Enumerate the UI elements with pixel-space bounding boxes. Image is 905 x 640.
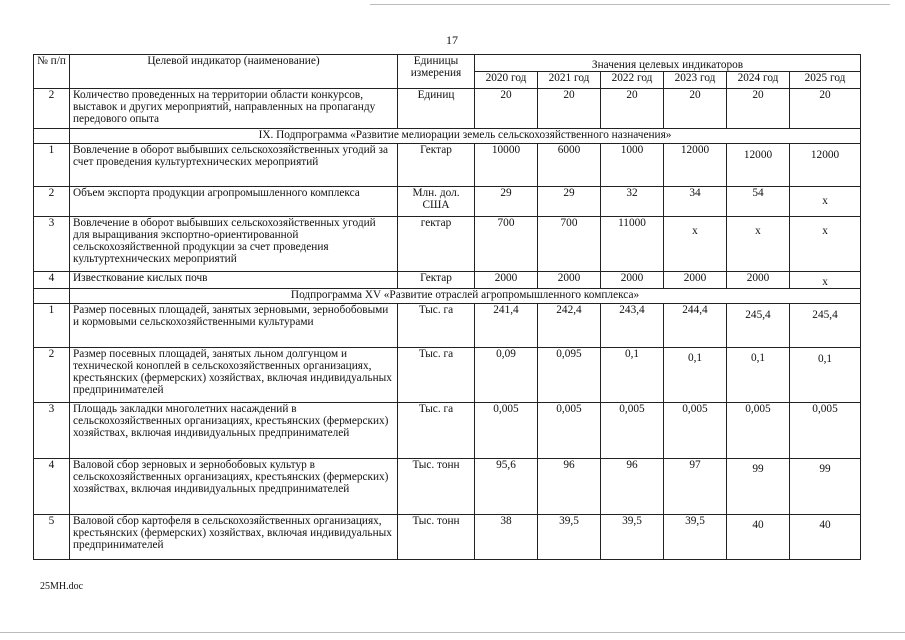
row-value: 2000 [601,272,664,289]
section-title-xv: Подпрограмма XV «Развитие отраслей агропромышленного комплекса» [70,289,861,304]
row-value: 2000 [727,272,790,289]
row-num: 2 [34,89,70,129]
header-values-group: Значения целевых индикаторов [475,55,861,72]
table-row [34,304,861,348]
row-value: 99 [790,459,861,515]
row-value: 2000 [664,272,727,289]
row-value: 700 [538,217,601,272]
row-value: 99 [727,459,790,515]
page-number: 17 [446,33,458,47]
row-value: 243,4 [601,304,664,348]
row-value: 12000 [790,144,861,187]
header-year: 2025 год [790,72,861,89]
row-value: 0,005 [538,403,601,459]
row-indicator: Количество проведенных на территории области конкурсов, выставок и других мероприятий, направленных на пропаганду передового опыта [70,89,398,129]
row-indicator: Валовой сбор картофеля в сельскохозяйственных организациях, крестьянских (фермерских) хозяйствах, включая индивидуальных предпринимателей [70,515,398,560]
row-value: 0,1 [727,348,790,403]
row-value: 0,095 [538,348,601,403]
row-value: 95,6 [475,459,538,515]
row-num: 3 [34,403,70,459]
table-row [34,272,861,289]
row-indicator: Площадь закладки многолетних насаждений в сельскохозяйственных организациях, крестьянских (фермерских) хозяйствах, включая индивидуальных предпринимателей [70,403,398,459]
row-indicator: Известкование кислых почв [70,272,398,289]
row-value: 244,4 [664,304,727,348]
row-num: 2 [34,187,70,217]
row-value: 32 [601,187,664,217]
row-value: 0,1 [664,348,727,403]
table-row [34,515,861,560]
row-value: 20 [538,89,601,129]
row-value: 40 [790,515,861,560]
row-num: 2 [34,348,70,403]
header-year: 2020 год [475,72,538,89]
row-value: 39,5 [601,515,664,560]
scan-artifact-bottom [0,632,905,633]
scan-artifact-top [370,4,890,5]
row-value: 29 [475,187,538,217]
row-value: 245,4 [790,304,861,348]
row-value: 11000 [601,217,664,272]
table-header-row [34,55,861,72]
table-row [34,187,861,217]
row-indicator: Размер посевных площадей, занятых зерновыми, зернобобовыми и кормовыми сельскохозяйственными культурами [70,304,398,348]
row-unit: Тыс. га [398,304,475,348]
row-value: 1000 [601,144,664,187]
row-unit: Тыс. тонн [398,515,475,560]
row-value: 241,4 [475,304,538,348]
row-unit: Гектар [398,144,475,187]
row-value: x [790,187,861,217]
row-num: 5 [34,515,70,560]
row-value: 20 [475,89,538,129]
header-year: 2023 год [664,72,727,89]
row-value: 40 [727,515,790,560]
header-year: 2021 год [538,72,601,89]
header-num: № п/п [34,55,70,89]
row-value: x [790,217,861,272]
row-value: 34 [664,187,727,217]
row-value: 12000 [664,144,727,187]
row-value: 39,5 [664,515,727,560]
row-value: 0,005 [601,403,664,459]
row-indicator: Валовой сбор зерновых и зернобобовых культур в сельскохозяйственных организациях, крестьянских (фермерских) хозяйствах, включая индивидуальных предпринимателей [70,459,398,515]
row-value: 20 [601,89,664,129]
row-num: 1 [34,144,70,187]
row-value: 96 [538,459,601,515]
section-title-ix: IX. Подпрограмма «Развитие мелиорации земель сельскохозяйственного назначения» [70,129,861,144]
row-value: 2000 [475,272,538,289]
row-value: 0,005 [664,403,727,459]
table-row [34,217,861,272]
row-value: x [727,217,790,272]
row-value: 0,005 [727,403,790,459]
row-indicator: Вовлечение в оборот выбывших сельскохозяйственных угодий за счет проведения культуртехнических мероприятий [70,144,398,187]
row-indicator: Объем экспорта продукции агропромышленного комплекса [70,187,398,217]
table-row [34,144,861,187]
table-row [34,348,861,403]
row-value: 20 [790,89,861,129]
row-value: 29 [538,187,601,217]
row-indicator: Размер посевных площадей, занятых льном долгунцом и технической коноплей в сельскохозяйственных организациях, крестьянских (фермерских) хозяйствах, включая индивидуальных предпринимателей [70,348,398,403]
row-value: 0,005 [790,403,861,459]
row-value: 0,1 [601,348,664,403]
row-value: 97 [664,459,727,515]
row-value: 0,09 [475,348,538,403]
section-header-row [34,129,861,144]
row-value: 10000 [475,144,538,187]
row-value: 700 [475,217,538,272]
row-num: 3 [34,217,70,272]
row-value: 242,4 [538,304,601,348]
section-header-row [34,289,861,304]
row-num: 4 [34,459,70,515]
row-value: 6000 [538,144,601,187]
indicators-table [33,54,861,560]
row-unit: Тыс. га [398,348,475,403]
row-unit: Млн. дол. США [398,187,475,217]
row-value: 54 [727,187,790,217]
row-value: 0,1 [790,348,861,403]
row-value: 245,4 [727,304,790,348]
row-unit: Единиц [398,89,475,129]
row-value: 20 [664,89,727,129]
row-unit: гектар [398,217,475,272]
row-value: 12000 [727,144,790,187]
row-unit: Гектар [398,272,475,289]
row-value: x [664,217,727,272]
header-year: 2024 год [727,72,790,89]
row-unit: Тыс. тонн [398,459,475,515]
table-row [34,89,861,129]
row-value: 20 [727,89,790,129]
row-unit: Тыс. га [398,403,475,459]
table-row [34,403,861,459]
row-value: 39,5 [538,515,601,560]
header-indicator: Целевой индикатор (наименование) [70,55,398,89]
header-year: 2022 год [601,72,664,89]
header-unit: Единицы измерения [398,55,475,89]
row-value: 96 [601,459,664,515]
row-value: 38 [475,515,538,560]
row-value: 0,005 [475,403,538,459]
row-value: 2000 [538,272,601,289]
row-value: x [790,272,861,289]
row-num: 4 [34,272,70,289]
table-row [34,459,861,515]
row-num: 1 [34,304,70,348]
footer-filename: 25МН.doc [40,581,84,592]
row-indicator: Вовлечение в оборот выбывших сельскохозяйственных угодий для выращивания экспортно-ориентированной сельскохозяйственной продукции за счет проведения культуртехнических мероприятий [70,217,398,272]
